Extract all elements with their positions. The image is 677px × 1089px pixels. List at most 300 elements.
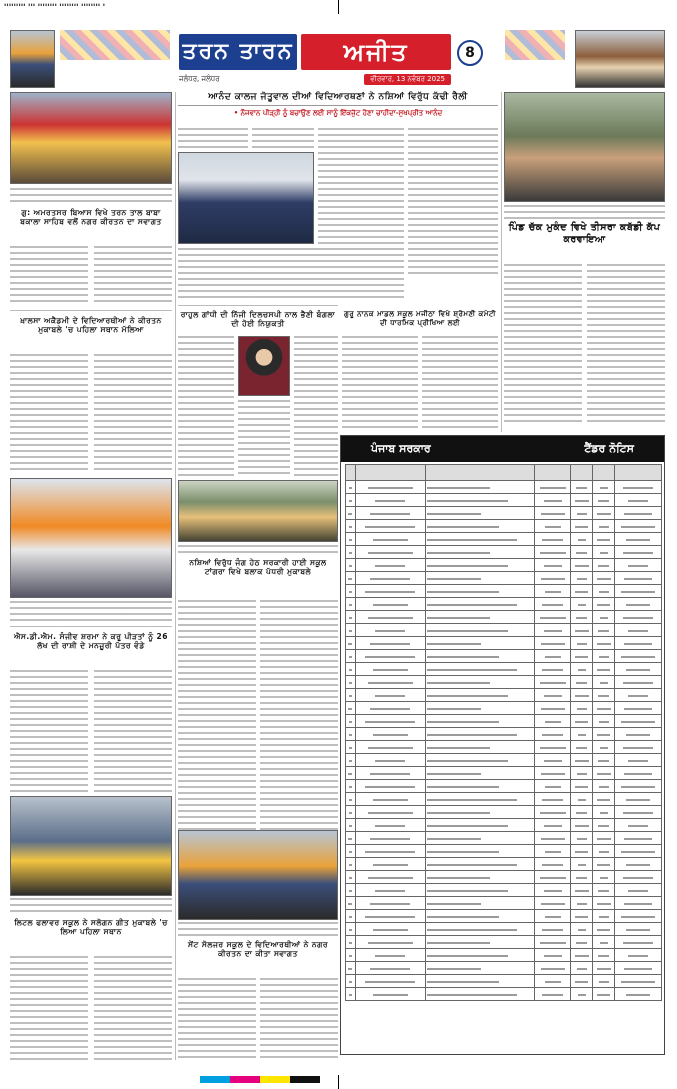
story-heading: ਖ਼ਾਲਸਾ ਅਕੈਡਮੀ ਦੇ ਵਿਦਿਆਰਥੀਆਂ ਨੇ ਕੀਰਤਨ ਮੁਕਾਬਲੇ 'ਚ ਪਹਿਲਾ ਸਥਾਨ ਮੱਲਿਆ	[20, 316, 162, 335]
table-cell	[571, 676, 593, 689]
table-cell	[571, 598, 593, 611]
photo-caption	[178, 248, 404, 268]
table-cell	[425, 689, 535, 702]
table-row	[346, 481, 662, 494]
story-heading: ਰਾਹੁਲ ਗਾਂਧੀ ਦੀ ਨਿੱਜੀ ਦਿਲਚਸਪੀ ਨਾਲ ਭੈਣੀ ਬੰਗਲਾ ਦੀ ਹੋਈ ਨਿਯੁਕਤੀ	[180, 310, 336, 329]
table-cell	[346, 923, 356, 936]
table-cell	[571, 858, 593, 871]
table-cell	[425, 871, 535, 884]
table-cell	[425, 533, 535, 546]
tender-header	[341, 436, 664, 462]
table-cell	[593, 650, 615, 663]
table-row	[346, 910, 662, 923]
table-cell	[571, 988, 593, 1001]
table-cell	[615, 845, 662, 858]
table-row	[346, 845, 662, 858]
tender-title-left: ਪੰਜਾਬ ਸਰਕਾਰ	[371, 442, 431, 455]
table-cell	[571, 962, 593, 975]
table-cell	[571, 572, 593, 585]
table-cell	[355, 975, 425, 988]
table-cell	[346, 806, 356, 819]
story-heading: ਨਸ਼ਿਆਂ ਵਿਰੁੱਧ ਜੰਗ ਹੇਠ ਸਰਕਾਰੀ ਹਾਈ ਸਕੂਲ ਟਾਂਗਰਾ ਵਿਖੇ ਬਲਾਕ ਪੱਧਰੀ ਮੁਕਾਬਲੇ	[189, 558, 327, 577]
print-slug: ▮▮▮▮▮▮▮▮▮ ▮▮▮ ▮▮▮▮▮▮▮▮ ▮▮▮▮▮▮▮▮ ▮▮▮▮▮▮▮▮ ▮	[4, 2, 106, 7]
table-cell	[615, 715, 662, 728]
table-cell	[615, 624, 662, 637]
table-cell	[593, 806, 615, 819]
table-cell	[346, 767, 356, 780]
table-cell	[535, 663, 571, 676]
table-cell	[425, 585, 535, 598]
story-body	[10, 670, 88, 792]
table-cell	[425, 650, 535, 663]
table-cell	[355, 715, 425, 728]
table-cell	[535, 637, 571, 650]
lead-body	[252, 128, 314, 148]
table-cell	[535, 793, 571, 806]
table-cell	[571, 936, 593, 949]
table-cell	[355, 910, 425, 923]
table-cell	[346, 741, 356, 754]
table-cell	[355, 494, 425, 507]
table-cell	[593, 611, 615, 624]
table-row	[346, 650, 662, 663]
table-cell	[593, 897, 615, 910]
table-cell	[425, 702, 535, 715]
table-cell	[535, 767, 571, 780]
table-cell	[571, 728, 593, 741]
masthead-photo-left	[10, 30, 55, 88]
table-cell	[346, 676, 356, 689]
table-cell	[593, 494, 615, 507]
table-cell	[615, 910, 662, 923]
table-cell	[615, 507, 662, 520]
table-cell	[346, 897, 356, 910]
table-cell	[571, 637, 593, 650]
story-heading: ਗੁਰੂ ਨਾਨਕ ਮਾਡਲ ਸਕੂਲ ਮਜੀਠਾ ਵਿਖੇ ਸ਼੍ਰੋਮਣੀ ਕਮੇਟੀ ਦੀ ਧਾਰਮਿਕ ਪ੍ਰੀਖਿਆ ਲਈ	[343, 310, 497, 327]
table-row	[346, 988, 662, 1001]
table-cell	[355, 845, 425, 858]
table-cell	[593, 715, 615, 728]
table-cell	[355, 520, 425, 533]
photo-nagar-kirtan-school	[178, 830, 338, 920]
table-cell	[355, 559, 425, 572]
story-body	[260, 600, 338, 830]
table-cell	[355, 780, 425, 793]
table-cell	[571, 507, 593, 520]
table-cell	[535, 845, 571, 858]
table-cell	[615, 520, 662, 533]
table-row	[346, 884, 662, 897]
table-cell	[615, 884, 662, 897]
table-cell	[355, 988, 425, 1001]
table-cell	[571, 546, 593, 559]
table-cell	[615, 793, 662, 806]
story-body	[94, 354, 172, 474]
table-cell	[535, 884, 571, 897]
photo-caption	[10, 188, 172, 202]
table-row	[346, 572, 662, 585]
table-cell	[593, 767, 615, 780]
table-cell	[535, 754, 571, 767]
table-row	[346, 520, 662, 533]
table-cell	[571, 819, 593, 832]
table-cell	[346, 871, 356, 884]
story-body	[10, 956, 88, 1060]
table-cell	[535, 858, 571, 871]
table-cell	[571, 793, 593, 806]
table-cell	[346, 884, 356, 897]
table-cell	[571, 520, 593, 533]
table-cell	[615, 741, 662, 754]
table-cell	[346, 780, 356, 793]
photo-nagar-kirtan	[10, 92, 172, 184]
color-bar	[290, 1076, 320, 1083]
table-cell	[425, 897, 535, 910]
table-row	[346, 741, 662, 754]
lead-body	[178, 128, 248, 148]
table-cell	[355, 858, 425, 871]
table-cell	[425, 780, 535, 793]
lead-body	[408, 128, 498, 276]
page-number: 8	[457, 40, 483, 66]
table-cell	[571, 663, 593, 676]
table-cell	[593, 845, 615, 858]
table-cell	[346, 481, 356, 494]
table-cell	[571, 559, 593, 572]
table-cell	[425, 572, 535, 585]
table-cell	[425, 858, 535, 871]
table-cell	[346, 689, 356, 702]
table-row	[346, 949, 662, 962]
table-cell	[355, 832, 425, 845]
table-header-row	[346, 465, 662, 481]
table-cell	[346, 702, 356, 715]
table-cell	[615, 949, 662, 962]
table-cell	[593, 936, 615, 949]
table-cell	[615, 702, 662, 715]
table-cell	[593, 520, 615, 533]
table-cell	[346, 793, 356, 806]
table-cell	[535, 520, 571, 533]
table-cell	[615, 988, 662, 1001]
table-cell	[593, 754, 615, 767]
table-row	[346, 975, 662, 988]
table-cell	[355, 650, 425, 663]
table-cell	[425, 923, 535, 936]
table-cell	[593, 780, 615, 793]
table-cell	[593, 637, 615, 650]
story-body	[178, 978, 256, 1060]
table-cell	[346, 962, 356, 975]
table-cell	[425, 767, 535, 780]
table-cell	[346, 520, 356, 533]
table-cell	[615, 897, 662, 910]
table-cell	[615, 689, 662, 702]
table-cell	[615, 546, 662, 559]
table-cell	[355, 806, 425, 819]
issue-date: ਵੀਰਵਾਰ, 13 ਨਵੰਬਰ 2025	[364, 74, 451, 85]
table-cell	[425, 611, 535, 624]
table-row	[346, 715, 662, 728]
table-cell	[593, 663, 615, 676]
table-row	[346, 494, 662, 507]
table-cell	[355, 481, 425, 494]
tender-notice	[340, 435, 665, 1055]
table-cell	[593, 741, 615, 754]
table-cell	[593, 728, 615, 741]
table-cell	[535, 689, 571, 702]
table-cell	[425, 559, 535, 572]
table-cell	[571, 754, 593, 767]
table-cell	[425, 988, 535, 1001]
table-row	[346, 871, 662, 884]
table-cell	[615, 975, 662, 988]
table-cell	[346, 572, 356, 585]
story-body	[10, 246, 88, 304]
table-cell	[571, 494, 593, 507]
column-rule	[501, 92, 502, 432]
table-cell	[346, 975, 356, 988]
portrait-photo	[238, 336, 290, 396]
table-cell	[535, 962, 571, 975]
table-cell	[593, 819, 615, 832]
table-cell	[535, 507, 571, 520]
table-row	[346, 780, 662, 793]
table-cell	[425, 884, 535, 897]
table-cell	[355, 819, 425, 832]
table-cell	[615, 650, 662, 663]
table-cell	[615, 728, 662, 741]
table-row	[346, 585, 662, 598]
table-cell	[593, 949, 615, 962]
table-row	[346, 858, 662, 871]
table-cell	[615, 819, 662, 832]
table-cell	[571, 689, 593, 702]
table-cell	[355, 624, 425, 637]
table-row	[346, 637, 662, 650]
table-cell	[593, 598, 615, 611]
table-cell	[355, 611, 425, 624]
table-row	[346, 897, 662, 910]
table-cell	[355, 936, 425, 949]
table-cell	[571, 741, 593, 754]
table-cell	[535, 546, 571, 559]
table-cell	[425, 936, 535, 949]
table-cell	[425, 520, 535, 533]
edition-label: ਜਲੰਧਰ, ਜਲੰਧਰ	[179, 74, 220, 83]
table-cell	[425, 494, 535, 507]
table-cell	[593, 559, 615, 572]
table-cell	[355, 676, 425, 689]
table-cell	[355, 884, 425, 897]
photo-rally	[178, 152, 314, 244]
table-cell	[355, 702, 425, 715]
table-cell	[535, 910, 571, 923]
table-cell	[593, 988, 615, 1001]
table-cell	[593, 910, 615, 923]
photo-caption	[10, 898, 172, 912]
table-cell	[346, 715, 356, 728]
story-body	[260, 978, 338, 1060]
table-cell	[571, 923, 593, 936]
table-cell	[346, 650, 356, 663]
table-row	[346, 832, 662, 845]
story-body	[294, 336, 338, 476]
table-cell	[615, 923, 662, 936]
table-cell	[571, 650, 593, 663]
table-cell	[355, 793, 425, 806]
lead-subhead: • ਨੌਜਵਾਨ ਪੀੜ੍ਹੀ ਨੂੰ ਬਚਾਉਣ ਲਈ ਸਾਨੂੰ ਇੱਕਜੁੱਟ ਹੋਣਾ ਚਾਹੀਦਾ-ਸੁਖਪ੍ਰੀਤ ਆਨੰਦ	[233, 109, 443, 118]
story-body	[342, 336, 418, 428]
table-row	[346, 767, 662, 780]
table-row	[346, 806, 662, 819]
table-cell	[535, 806, 571, 819]
table-cell	[593, 923, 615, 936]
table-cell	[615, 767, 662, 780]
photo-caption	[504, 205, 665, 219]
table-cell	[593, 689, 615, 702]
table-cell	[535, 728, 571, 741]
table-cell	[355, 962, 425, 975]
table-cell	[571, 767, 593, 780]
tender-title-right: ਟੈਂਡਰ ਨੋਟਿਸ	[584, 442, 634, 455]
table-cell	[615, 832, 662, 845]
table-cell	[535, 715, 571, 728]
table-cell	[571, 585, 593, 598]
table-cell	[615, 611, 662, 624]
table-cell	[571, 832, 593, 845]
story-body	[178, 600, 256, 830]
table-row	[346, 598, 662, 611]
table-cell	[535, 624, 571, 637]
color-bar	[200, 1076, 230, 1083]
color-bar	[230, 1076, 260, 1083]
table-cell	[593, 832, 615, 845]
table-cell	[615, 754, 662, 767]
table-cell	[346, 988, 356, 1001]
table-cell	[346, 611, 356, 624]
table-cell	[535, 494, 571, 507]
table-cell	[425, 507, 535, 520]
story-heading: ਸੇਂਟ ਸੋਲਜਰ ਸਕੂਲ ਦੇ ਵਿਦਿਆਰਥੀਆਂ ਨੇ ਨਗਰ ਕੀਰਤਨ ਦਾ ਕੀਤਾ ਸਵਾਗਤ	[188, 940, 328, 959]
table-cell	[571, 533, 593, 546]
table-cell	[346, 585, 356, 598]
color-bar	[260, 1076, 290, 1083]
table-cell	[425, 845, 535, 858]
table-cell	[425, 793, 535, 806]
story-body	[178, 336, 234, 476]
table-cell	[535, 897, 571, 910]
table-cell	[571, 611, 593, 624]
table-row	[346, 624, 662, 637]
divider	[10, 310, 172, 311]
table-cell	[615, 936, 662, 949]
table-row	[346, 702, 662, 715]
table-cell	[425, 624, 535, 637]
column-rule	[175, 92, 176, 1060]
lead-body	[318, 128, 404, 246]
table-cell	[535, 559, 571, 572]
table-cell	[355, 572, 425, 585]
table-cell	[615, 494, 662, 507]
story-body	[504, 264, 582, 424]
table-row	[346, 559, 662, 572]
photo-caption	[178, 545, 338, 555]
table-cell	[571, 702, 593, 715]
story-heading: ਐਸ.ਡੀ.ਐਮ. ਸੰਜੀਵ ਸ਼ਰਮਾ ਨੇ ਕਰੂ ਪੀੜਤਾਂ ਨੂੰ 26 ਲੱਖ ਦੀ ਰਾਸ਼ੀ ਦੇ ਮਨਜ਼ੂਰੀ ਪੱਤਰ ਵੰਡੇ	[14, 632, 168, 651]
table-cell	[615, 481, 662, 494]
table-row	[346, 754, 662, 767]
table-cell	[535, 533, 571, 546]
table-cell	[355, 546, 425, 559]
table-row	[346, 676, 662, 689]
table-cell	[593, 871, 615, 884]
table-cell	[425, 962, 535, 975]
masthead-ornament-right	[505, 30, 565, 60]
table-cell	[425, 949, 535, 962]
table-cell	[355, 663, 425, 676]
table-cell	[571, 806, 593, 819]
table-cell	[571, 845, 593, 858]
table-cell	[593, 533, 615, 546]
table-cell	[615, 572, 662, 585]
table-cell	[615, 806, 662, 819]
table-cell	[535, 780, 571, 793]
divider	[178, 305, 338, 306]
table-cell	[355, 949, 425, 962]
story-body	[94, 670, 172, 792]
table-cell	[425, 806, 535, 819]
table-cell	[346, 858, 356, 871]
table-cell	[355, 533, 425, 546]
photo-kabaddi	[504, 92, 665, 202]
story-body	[422, 336, 498, 428]
table-cell	[615, 637, 662, 650]
table-cell	[425, 663, 535, 676]
table-cell	[571, 715, 593, 728]
table-cell	[535, 741, 571, 754]
table-cell	[346, 598, 356, 611]
table-cell	[425, 819, 535, 832]
table-cell	[425, 975, 535, 988]
table-cell	[535, 975, 571, 988]
table-cell	[346, 494, 356, 507]
table-cell	[535, 676, 571, 689]
table-cell	[571, 949, 593, 962]
table-cell	[346, 663, 356, 676]
table-cell	[355, 585, 425, 598]
table-cell	[593, 975, 615, 988]
table-cell	[425, 754, 535, 767]
table-cell	[593, 858, 615, 871]
table-cell	[593, 962, 615, 975]
table-cell	[425, 728, 535, 741]
table-cell	[615, 559, 662, 572]
table-cell	[615, 780, 662, 793]
table-cell	[593, 546, 615, 559]
table-cell	[615, 676, 662, 689]
table-cell	[425, 715, 535, 728]
table-cell	[346, 546, 356, 559]
story-body	[587, 264, 665, 424]
table-cell	[535, 585, 571, 598]
table-cell	[593, 884, 615, 897]
table-cell	[346, 507, 356, 520]
table-cell	[355, 507, 425, 520]
table-row	[346, 507, 662, 520]
table-cell	[615, 858, 662, 871]
table-cell	[571, 481, 593, 494]
